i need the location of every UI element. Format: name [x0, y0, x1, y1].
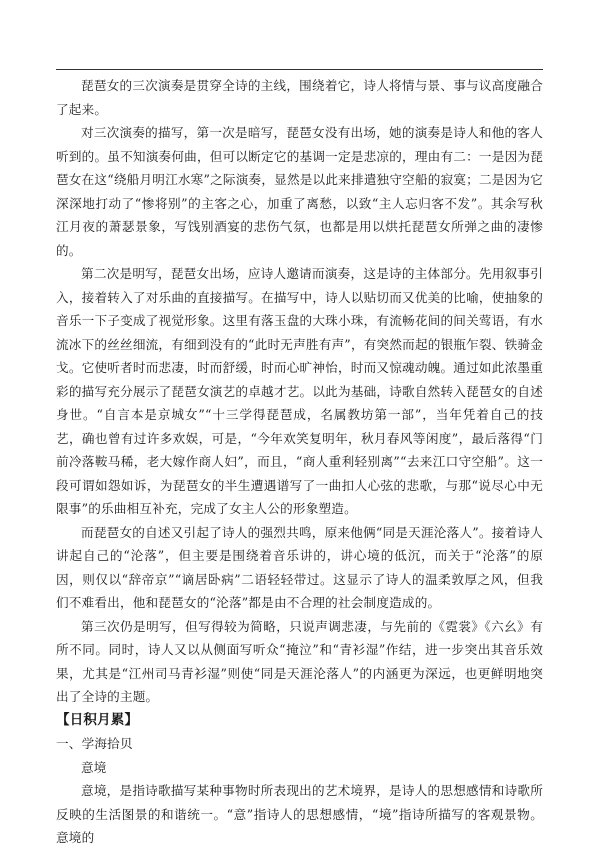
- paragraph-4: 而琵琶女的自述又引起了诗人的强烈共鸣，原来他俩“同是天涯沦落人”。接着诗人讲起自己的“沦落”，但主要是围绕着音乐讲的，讲心境的低沉，而关于“沦落”的原因，则仅以“辞帝京”“谪居卧病”二语轻轻带过。这显示了诗人的温柔敦厚之风，但我们不难看出，他和琵琶女的“沦落”都是由不合理的社会制度造成的。: [56, 524, 543, 610]
- paragraph-3: 第二次是明写，琵琶女出场，应诗人邀请而演奏，这是诗的主体部分。先用叙事引入，接着转入了对乐曲的直接描写。在描写中，诗人以贴切而又优美的比喻，使抽象的音乐一下子变成了视觉形象。这里有落玉盘的大珠小珠，有流畅花间的间关莺语，有水流冰下的丝丝细流，有细到没有的“此时无声胜有声”，有突然而起的银瓶乍裂、铁骑金戈。它使听者时而悲凄，时而舒缓，时而心旷神怡，时而又惊魂动魄。通过如此浓墨重彩的描写充分展示了琵琶女演艺的卓越才艺。以此为基础，诗歌自然转入琵琶女的自述身世。“自言本是京城女”“十三学得琵琶成，名属教坊第一部”，当年凭着自己的技艺，确也曾有过许多欢娱，可是，“今年欢笑复明年，秋月春风等闲度”，最后落得“门前冷落鞍马稀，老大嫁作商人妇”，而且，“商人重利轻别离”“去来江口守空船”。这一段可谓如怨如诉，为琵琶女的半生遭遇谱写了一曲扣人心弦的悲歌，与那“说尽心中无限事”的乐曲相互补充，完成了女主人公的形象塑造。: [56, 266, 543, 516]
- term-heading: 意境: [81, 759, 107, 775]
- section-title: 【日积月累】: [56, 711, 139, 728]
- paragraph-1: 琵琶女的三次演奏是贯穿全诗的主线，围绕着它，诗人将情与景、事与议高度融合了起来。: [56, 78, 543, 117]
- document-body: [56, 74, 543, 850]
- paragraph-2: 对三次演奏的描写，第一次是暗写，琵琶女没有出场，她的演奏是诗人和他的客人听到的。虽不知演奏何曲，但可以断定它的基调一定是悲凉的，理由有二：一是因为琵琶女在这“绕船月明江水寒”之际演奏，显然是以此来排遣独守空船的寂寞；二是因为它深深地打动了“惨将别”的主客之心，加重了离愁，以致“主人忘归客不发”。其余写秋江月夜的萧瑟景象，写饯别酒宴的悲伤气氛，也都是用以烘托琵琶女所弹之曲的凄惨的。: [56, 125, 543, 258]
- paragraph-final: 意境，是指诗歌描写某种事物时所表现出的艺术境界，是诗人的思想感情和诗歌所反映的生活图景的和谐统一。“意”指诗人的思想感情，“境”指诗所描写的客观景物。意境的: [56, 783, 543, 845]
- header-rule: [56, 69, 543, 70]
- sub-heading: 一、学海拾贝: [56, 736, 133, 751]
- paragraph-5: 第三次仍是明写，但写得较为简略，只说声调悲凄，与先前的《霓裳》《六幺》有所不同。同时，诗人又以从侧面写听众“掩泣”和“青衫湿”作结，进一步突出其音乐效果，尤其是“江州司马青衫湿”则使“同是天涯沦落人”的内涵更为深远，也更鲜明地突出了全诗的主题。: [56, 618, 543, 704]
